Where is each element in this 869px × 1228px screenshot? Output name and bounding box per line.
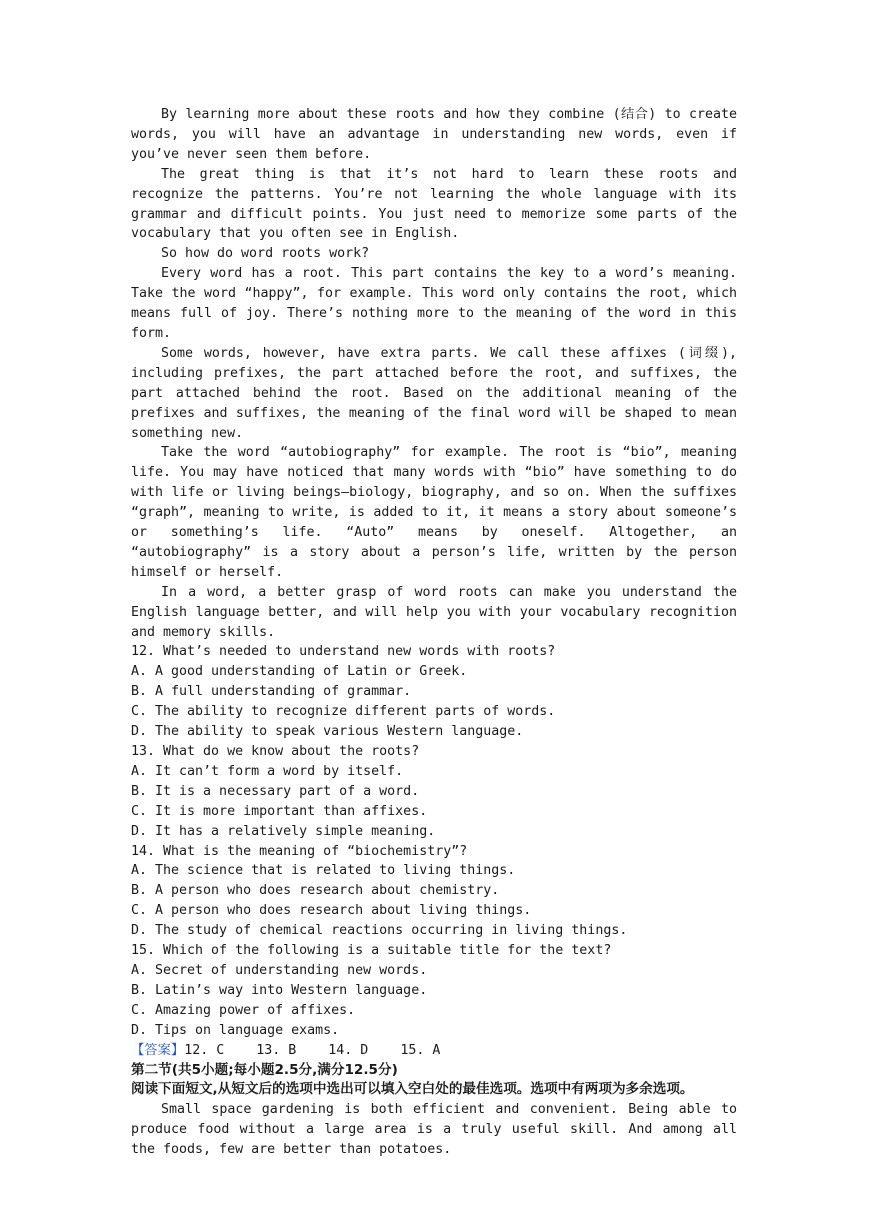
question-15 xyxy=(131,941,737,1041)
option-c: C. It is more important than affixes. xyxy=(131,803,428,819)
option-b: B. A full understanding of grammar. xyxy=(131,684,412,700)
answer-key xyxy=(131,1041,737,1061)
option-d: D. The ability to speak various Western language. xyxy=(131,724,524,740)
section-title: 第二节(共5小题;每小题2.5分,满分12.5分) xyxy=(131,1061,398,1078)
question-stem: 14. What is the meaning of “biochemistry”? xyxy=(131,843,468,859)
option-d: D. It has a relatively simple meaning. xyxy=(131,823,436,839)
option-d: D. The study of chemical reactions occurring in living things. xyxy=(131,923,628,939)
option-c: C. Amazing power of affixes. xyxy=(131,1002,356,1018)
question-12 xyxy=(131,642,737,742)
option-a: A. Secret of understanding new words. xyxy=(131,962,428,978)
option-a: A. A good understanding of Latin or Greek. xyxy=(131,664,468,680)
passage-paragraph: So how do word roots work? xyxy=(161,246,370,262)
question-stem: 15. Which of the following is a suitable title for the text? xyxy=(131,943,612,959)
answer-tag: 【答案】 xyxy=(131,1042,185,1058)
option-b: B. A person who does research about chemistry. xyxy=(131,883,500,899)
passage-paragraph: Every word has a root. This part contains the key to a word’s meaning. Take the word “happy”, for example. This word only contains the root, which means full of joy. There’s nothing more to the meaning of the word in this form. xyxy=(131,266,737,341)
question-stem: 12. What’s needed to understand new words with roots? xyxy=(131,644,556,660)
passage-paragraph: The great thing is that it’s not hard to learn these roots and recognize the patterns. You’re not learning the whole language with its grammar and difficult points. You just need to memorize some parts of the vocabulary that you often see in English. xyxy=(131,166,737,242)
passage-paragraph: In a word, a better grasp of word roots can make you understand the English language better, and will help you with your vocabulary recognition and memory skills. xyxy=(131,584,737,640)
passage-paragraph: Some words, however, have extra parts. We call these affixes (词缀), including prefixes, the part attached before the root, and suffixes, the part attached behind the root. Based on the additional meaning of the prefixes and suffixes, the meaning of the final word will be shaped to mean something new. xyxy=(131,345,737,441)
document-page xyxy=(131,105,737,1160)
passage-paragraph: By learning more about these roots and how they combine (结合) to create words, you will have an advantage in understanding new words, even if you’ve never seen them before. xyxy=(131,107,737,162)
section-instruction: 阅读下面短文,从短文后的选项中选出可以填入空白处的最佳选项。选项中有两项为多余选项。 xyxy=(131,1081,694,1098)
answer-text: 12. C 13. B 14. D 15. A xyxy=(184,1042,441,1058)
option-c: C. A person who does research about living things. xyxy=(131,903,532,919)
option-a: A. It can’t form a word by itself. xyxy=(131,763,404,779)
question-13 xyxy=(131,742,737,842)
passage-paragraph: Small space gardening is both efficient and convenient. Being able to produce food without a large area is a truly useful skill. And among all the foods, few are better than potatoes. xyxy=(131,1102,737,1158)
option-c: C. The ability to recognize different parts of words. xyxy=(131,704,556,720)
question-14 xyxy=(131,842,737,942)
option-b: B. Latin’s way into Western language. xyxy=(131,982,428,998)
option-a: A. The science that is related to living things. xyxy=(131,863,516,879)
passage-paragraph: Take the word “autobiography” for example. The root is “bio”, meaning life. You may have noticed that many words with “bio” have something to do with life or living beings—biology, biography, and so on. When the suffixes “graph”, meaning to write, is added to it, it means a story about someone’s or something’s life. “Auto” means by oneself. Altogether, an “autobiography” is a story about a person’s life, written by the person himself or herself. xyxy=(131,445,737,580)
option-b: B. It is a necessary part of a word. xyxy=(131,783,420,799)
question-stem: 13. What do we know about the roots? xyxy=(131,744,420,759)
option-d: D. Tips on language exams. xyxy=(131,1022,340,1038)
